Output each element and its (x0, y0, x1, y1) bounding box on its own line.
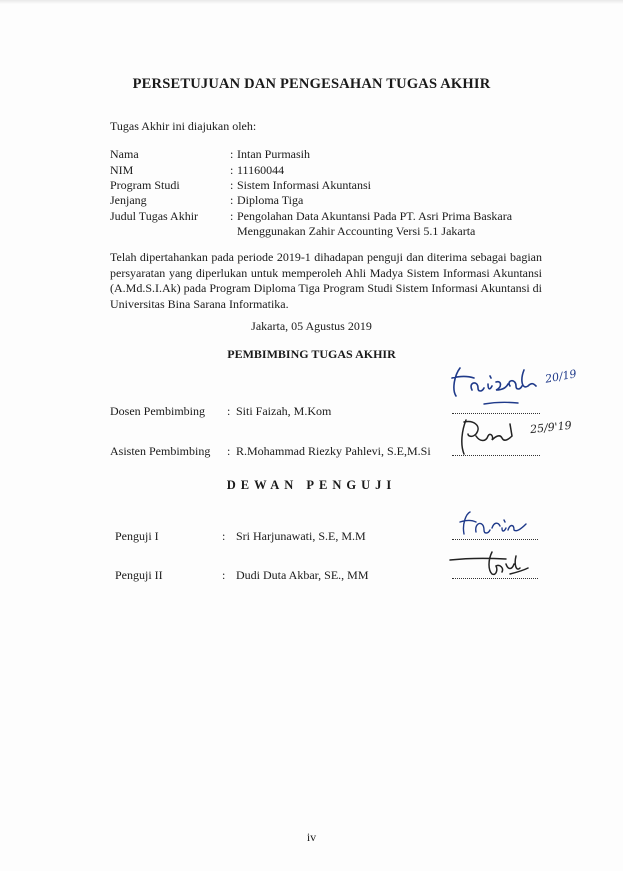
field-label: Judul Tugas Akhir (110, 209, 199, 223)
supervisor-name: Siti Faizah, M.Kom (236, 404, 332, 418)
colon: : (222, 529, 226, 543)
field-label: NIM (110, 163, 134, 177)
signature-line (452, 578, 538, 579)
field-colon: : (230, 178, 234, 192)
examiner-name: Dudi Duta Akbar, SE., MM (236, 568, 369, 582)
field-value: Intan Purmasih (237, 147, 310, 161)
assistant-signature (452, 414, 542, 460)
field-colon: : (230, 147, 234, 161)
field-value: Diploma Tiga (237, 193, 304, 207)
field-label: Nama (110, 147, 139, 161)
examiner-signature (456, 508, 536, 540)
page-number: iv (306, 830, 317, 844)
examiner-role: Penguji II (115, 568, 163, 582)
examiner-role: Penguji I (115, 529, 159, 543)
scan-edge (0, 0, 623, 4)
field-label: Jenjang (110, 193, 147, 207)
approval-paragraph: Telah dipertahankan pada periode 2019-1 dihadapan penguji dan diterima sebagai bagian persyaratan yang diperlukan untuk memperoleh Ahli Madya Sistem Informasi Akuntansi (A.Md.S.I.Ak) pada Program Diploma Tiga Program Studi Sistem Informasi Akuntansi di Universitas Bina Sarana Informatika. (110, 250, 542, 311)
intro-text: Tugas Akhir ini diajukan oleh: (110, 119, 257, 133)
colon: : (222, 568, 226, 582)
examiner-signature (448, 548, 534, 578)
supervisor-heading: PEMBIMBING TUGAS AKHIR (227, 347, 396, 361)
examiner-name: Sri Harjunawati, S.E, M.M (236, 529, 366, 543)
supervisor-role: Dosen Pembimbing (110, 404, 205, 418)
field-colon: : (230, 163, 234, 177)
signature-date: 20/19 (544, 367, 578, 386)
field-label: Program Studi (110, 178, 180, 192)
field-value: Pengolahan Data Akuntansi Pada PT. Asri Prima Baskara Menggunakan Zahir Accounting Versi 5.1 Jakarta (237, 209, 513, 238)
supervisor-signature (444, 356, 594, 416)
field-colon: : (230, 193, 234, 207)
examiner-heading: DEWAN PENGUJI (226, 478, 397, 492)
colon: : (227, 404, 231, 418)
colon: : (227, 444, 231, 458)
assistant-signature-date: 25/9'19 (529, 418, 573, 437)
assistant-name: R.Mohammad Riezky Pahlevi, S.E,M.Si (236, 444, 431, 458)
document-title: PERSETUJUAN DAN PENGESAHAN TUGAS AKHIR (132, 76, 491, 92)
field-value: Sistem Informasi Akuntansi (237, 178, 371, 192)
assistant-role: Asisten Pembimbing (110, 444, 211, 458)
field-colon: : (230, 209, 234, 223)
place-date: Jakarta, 05 Agustus 2019 (251, 319, 372, 333)
field-value: 11160044 (237, 163, 285, 177)
